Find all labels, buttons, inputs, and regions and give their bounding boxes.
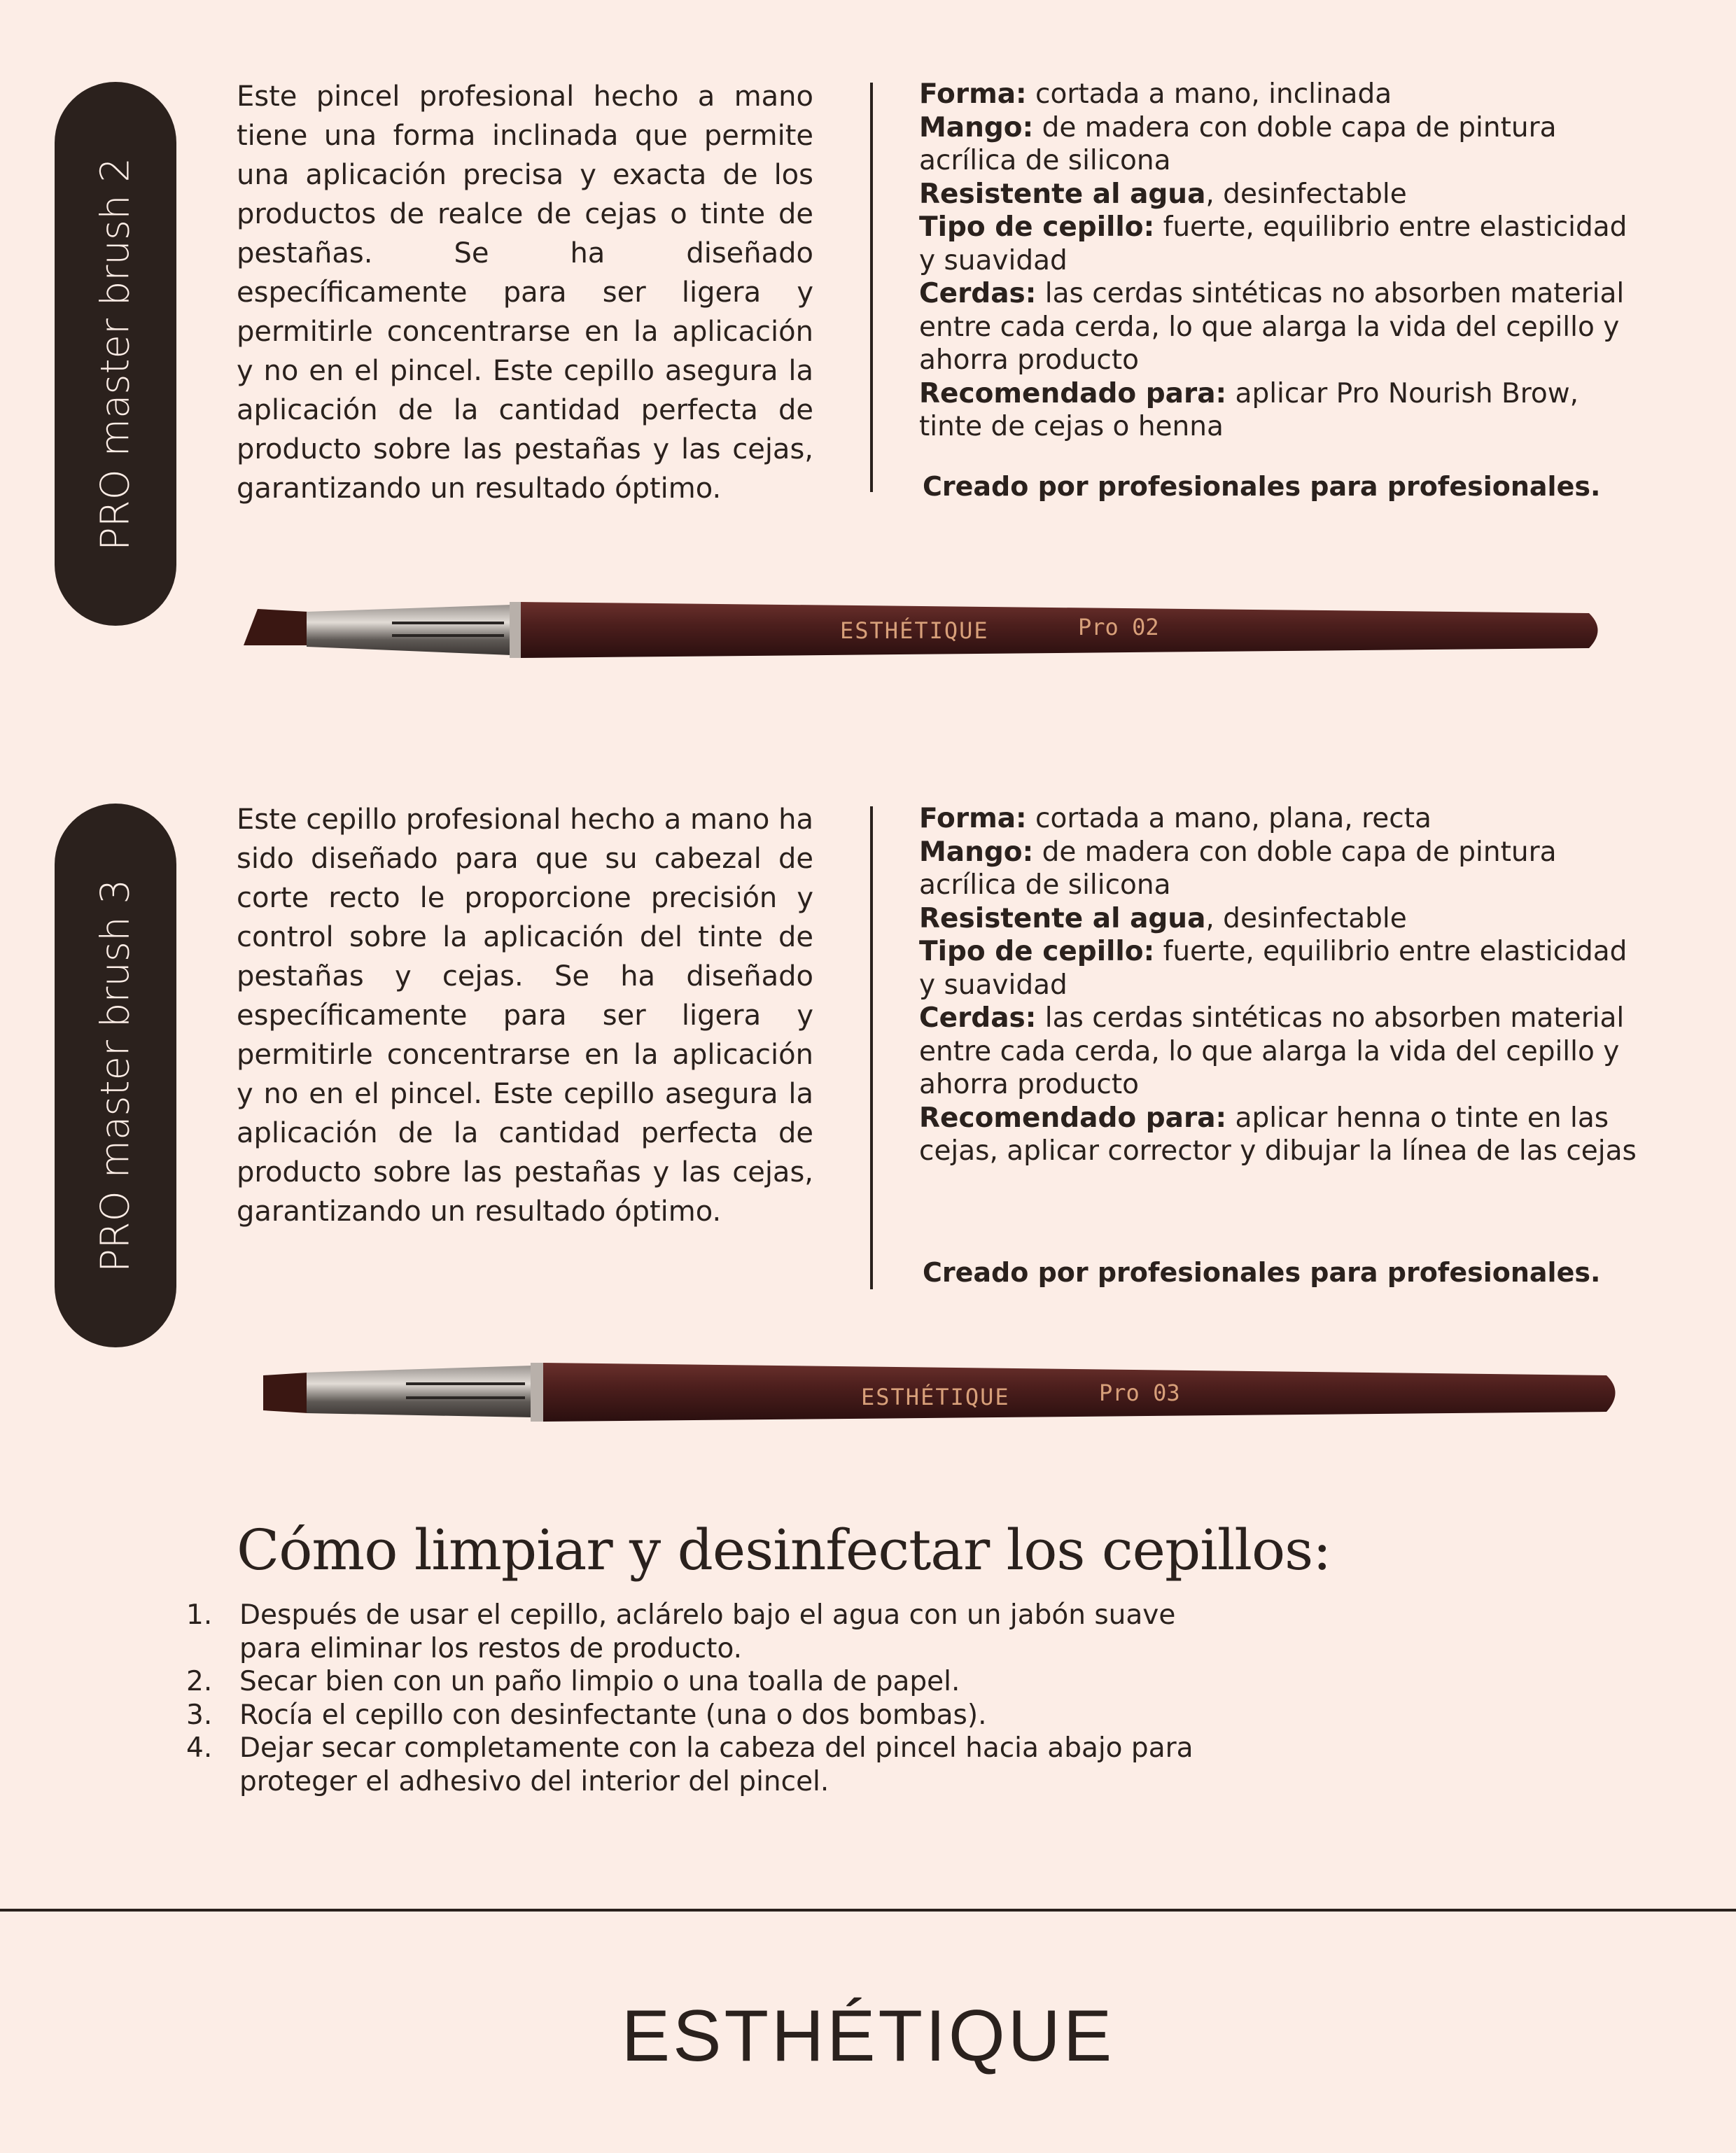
spec-value: aplicar Pro Nourish Brow, tinte de cejas o henna [919,377,1579,442]
product-name: PRO master brush 3 [92,878,139,1272]
spec-value: de madera con doble capa de pintura acrílica de silicona [919,111,1557,176]
brand-logo: ESTHÉTIQUE [621,1996,1115,2077]
spec-label: Cerdas: [919,1002,1037,1034]
product-pill [55,804,176,1347]
brush-brand: ESTHÉTIQUE [861,1384,1010,1410]
spec-label: Tipo de cepillo: [919,211,1155,243]
spec-label: Cerdas: [919,278,1037,309]
tagline: Creado por profesionales para profesionales. [923,1257,1601,1288]
step-text: Rocía el cepillo con desinfectante (una o dos bombas). [239,1699,987,1731]
spec-label: Forma: [919,803,1027,834]
divider [870,806,873,1289]
spec-value: aplicar henna o tinte en las cejas, aplicar corrector y dibujar la línea de las cejas [919,1102,1637,1167]
brush-model: Pro 03 [1099,1380,1180,1406]
list-item [186,1732,1236,1798]
list-item [186,1665,1236,1699]
spec-value: fuerte, equilibrio entre elasticidad y suavidad [919,211,1628,276]
spec-label: Recomendado para: [919,377,1227,409]
spec-row [919,78,1647,111]
spec-label: Mango: [919,836,1034,868]
brush-bristles [244,609,308,645]
brush-bristles [263,1373,308,1413]
spec-label: Recomendado para: [919,1102,1227,1134]
spec-value: las cerdas sintéticas no absorben material entre cada cerda, lo que alarga la vida del cepillo y ahorra producto [919,278,1625,376]
spec-label: Resistente al agua [919,902,1206,934]
step-text: Secar bien con un paño limpio o una toalla de papel. [239,1666,960,1697]
tagline: Creado por profesionales para profesionales. [923,471,1601,502]
spec-label: Resistente al agua [919,178,1206,210]
product-specs [919,802,1647,1168]
spec-row [919,836,1647,902]
spec-value: cortada a mano, plana, recta [1026,803,1432,834]
spec-value: cortada a mano, inclinada [1026,78,1392,110]
footer-divider [0,1909,1736,1912]
cleaning-steps [186,1599,1236,1798]
spec-label: Mango: [919,111,1034,143]
step-number: 1. [186,1599,213,1631]
brush-image [252,1354,1624,1431]
product-specs [919,78,1647,444]
spec-row [919,111,1647,178]
brush-brand: ESTHÉTIQUE [840,617,989,644]
spec-label: Forma: [919,78,1027,110]
step-number: 4. [186,1732,213,1764]
brush-image [238,595,1610,672]
product-pill [55,82,176,626]
list-item [186,1699,1236,1732]
section-heading: Cómo limpiar y desinfectar los cepillos: [237,1517,1331,1583]
spec-value: fuerte, equilibrio entre elasticidad y suavidad [919,936,1628,1001]
spec-row [919,211,1647,277]
spec-value: de madera con doble capa de pintura acrílica de silicona [919,836,1557,901]
spec-label: Tipo de cepillo: [919,936,1155,967]
spec-row [919,902,1647,936]
step-text: Después de usar el cepillo, aclárelo bajo el agua con un jabón suave para eliminar los restos de producto. [239,1599,1176,1664]
spec-row [919,1102,1647,1168]
step-number: 2. [186,1666,213,1697]
divider [870,83,873,492]
spec-row [919,802,1647,836]
brush-model: Pro 02 [1078,614,1159,640]
product-description: Este pincel profesional hecho a mano tiene una forma inclinada que permite una aplicación precisa y exacta de los productos de realce de cejas o tinte de pestañas. Se ha diseñado específicamente para ser ligera y permitirle concentrarse en la aplicación y no en el pincel. Este cepillo asegura la aplicación de la cantidad perfecta de producto sobre las pestañas y las cejas, garantizando un resultado óptimo. [237,80,813,505]
step-number: 3. [186,1699,213,1731]
spec-value: , desinfectable [1205,902,1407,934]
product-description: Este cepillo profesional hecho a mano ha sido diseñado para que su cabezal de corte recto le proporcione precisión y control sobre la aplicación del tinte de pestañas y cejas. Se ha diseñado específicamente para ser ligera y permitirle concentrarse en la aplicación y no en el pincel. Este cepillo asegura la aplicación de la cantidad perfecta de producto sobre las pestañas y las cejas, garantizando un resultado óptimo. [237,804,813,1228]
product-name: PRO master brush 2 [92,157,139,551]
spec-row [919,1002,1647,1102]
spec-row [919,935,1647,1002]
spec-row [919,178,1647,211]
spec-row [919,277,1647,377]
spec-value: las cerdas sintéticas no absorben material entre cada cerda, lo que alarga la vida del cepillo y ahorra producto [919,1002,1625,1100]
spec-value: , desinfectable [1205,178,1407,210]
step-text: Dejar secar completamente con la cabeza del pincel hacia abajo para proteger el adhesivo del interior del pincel. [239,1732,1194,1797]
list-item [186,1599,1236,1665]
spec-row [919,377,1647,444]
